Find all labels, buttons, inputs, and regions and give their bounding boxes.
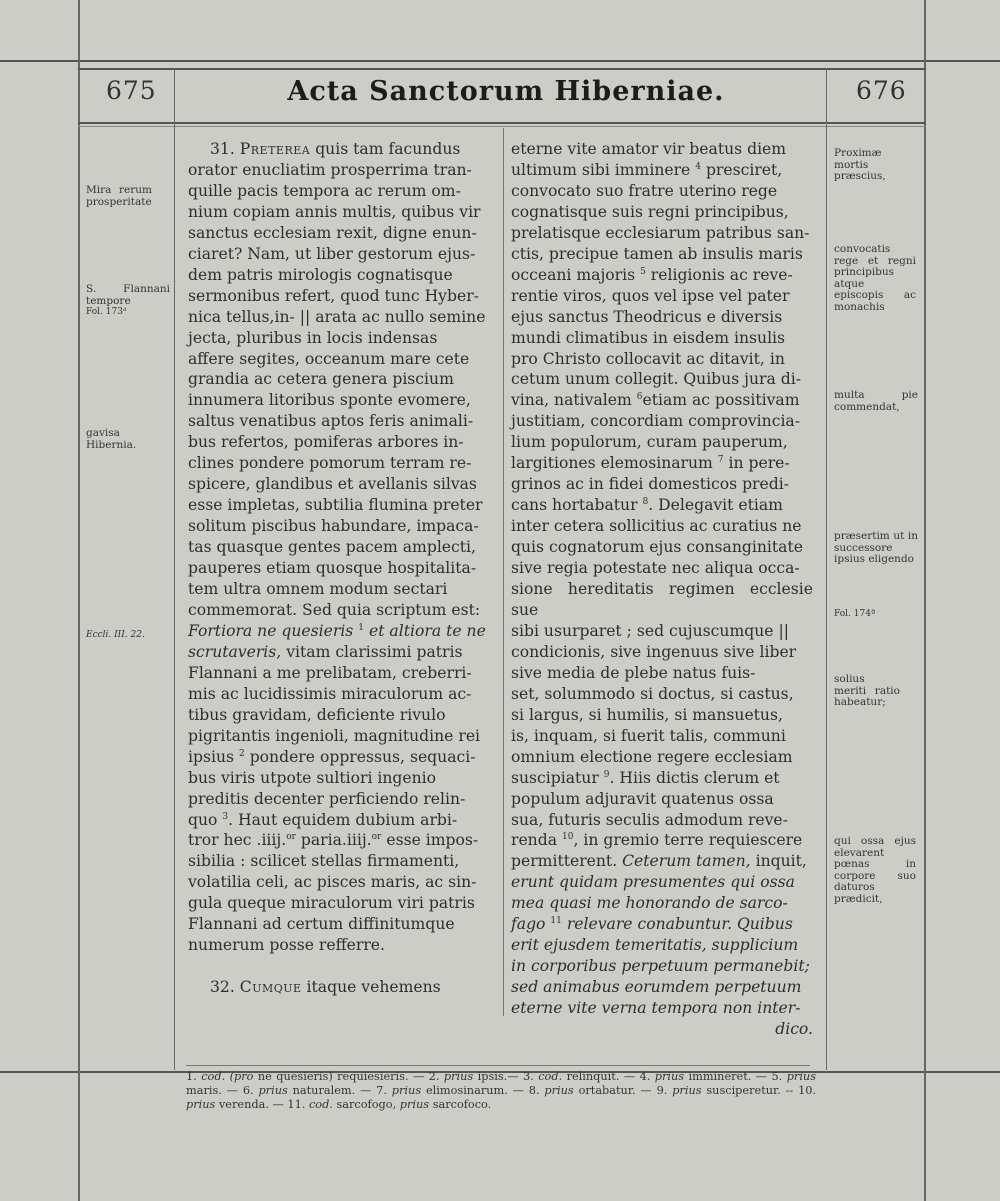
text-line bbox=[188, 830, 494, 851]
footnote-text: ne quesieris) requiesieris. — bbox=[257, 1070, 425, 1083]
text-line: omnium electione regere ecclesiam bbox=[511, 747, 793, 766]
text-line: set, solummodo si doctus, si castus, bbox=[511, 684, 794, 703]
footnote-abbr: cod. bbox=[308, 1098, 333, 1111]
text-line: jecta, pluribus in locis indensas bbox=[188, 328, 438, 347]
text-fragment: tror hec .iiij. bbox=[188, 831, 287, 850]
document-page bbox=[78, 64, 926, 1111]
text-fragment: vitam clarissimi patris bbox=[286, 642, 463, 661]
footnote-number: 2. bbox=[428, 1070, 440, 1083]
footnote-text: sarcofoco. bbox=[432, 1098, 492, 1111]
left-margin-rule bbox=[174, 68, 175, 1070]
text-line: grinos ac in fidei domesticos predi- bbox=[511, 475, 789, 494]
footnote-ref-2: 2 bbox=[238, 748, 245, 759]
text-line: commemorat. Sed quia scriptum est: bbox=[188, 600, 481, 619]
footnote-abbr: prius bbox=[544, 1084, 574, 1097]
gloss-right-1: Proximæ mortis præscius, bbox=[834, 147, 886, 182]
footnote-number: 8. bbox=[528, 1084, 540, 1097]
header-top-rule bbox=[78, 68, 926, 70]
text-fragment: suscipiatur bbox=[511, 768, 599, 787]
footnote-abbr: prius bbox=[672, 1084, 702, 1097]
text-fragment: ultimum sibi imminere bbox=[511, 160, 691, 179]
footnote-text: naturalem. — bbox=[292, 1084, 372, 1097]
quote-italic: dico. bbox=[775, 1020, 813, 1039]
page-number-left: 675 bbox=[106, 76, 157, 105]
footnote-ref-4: 4 bbox=[695, 161, 701, 172]
header-bottom-rule bbox=[78, 122, 926, 124]
right-margin-rule bbox=[826, 68, 827, 1070]
text-line: tibus gravidam, deficiente rivulo bbox=[188, 705, 446, 724]
text-line: esse impletas, subtilia flumina preter bbox=[188, 496, 483, 515]
text-line: numerum posse refferre. bbox=[188, 936, 385, 955]
footnote-ref-6: 6 bbox=[636, 392, 643, 403]
text-line: quis tam facundus bbox=[315, 140, 461, 158]
text-line: Flannani ad certum diffinitumque bbox=[188, 915, 455, 934]
text-line: sanctus ecclesiam rexit, digne enun- bbox=[188, 223, 477, 242]
text-line bbox=[511, 956, 813, 977]
header-bottom-rule-thin bbox=[78, 126, 926, 127]
text-line: dem patris mirologis cognatisque bbox=[188, 265, 453, 284]
text-fragment: , in gremio terre requiescere bbox=[573, 831, 803, 850]
text-fragment: largitiones elemosinarum bbox=[511, 454, 713, 473]
text-line: sione hereditatis regimen ecclesie sue bbox=[511, 580, 813, 619]
text-line: bus refertos, pomiferas arbores in- bbox=[188, 433, 464, 452]
text-line: ciaret? Nam, ut liber gestorum ejus- bbox=[188, 244, 476, 263]
text-fragment: vina, nativalem bbox=[511, 391, 632, 410]
text-line: inter cetera sollicitius ac curatius ne bbox=[511, 517, 802, 536]
text-line: gula queque miraculorum viri patris bbox=[188, 894, 475, 913]
text-line bbox=[188, 642, 494, 663]
footnote-ref-10: 10 bbox=[561, 832, 574, 843]
quote-italic: relevare conabuntur. Quibus bbox=[566, 915, 793, 934]
text-fragment: . Haut equidem dubium arbi- bbox=[228, 810, 458, 829]
text-line: mundi climatibus in eisdem insulis bbox=[511, 328, 786, 347]
gloss-right-3: multa pie commendat, bbox=[834, 389, 918, 413]
text-column-1 bbox=[188, 139, 494, 998]
quote-italic: et altiora te ne bbox=[368, 621, 486, 640]
gloss-right-6: solius meriti ratio habeatur; bbox=[834, 673, 900, 708]
footnote-abbr: prius bbox=[391, 1084, 422, 1097]
footnote-number: 9. bbox=[656, 1084, 668, 1097]
text-line: condicionis, sive ingenuus sive liber bbox=[511, 642, 797, 661]
paragraph-32-start bbox=[188, 977, 494, 998]
gloss-left-1: Mira rerum prosperitate bbox=[86, 184, 152, 208]
text-line: saltus venatibus aptos feris animali- bbox=[188, 412, 474, 431]
text-line: mis ac lucidissimis miraculorum ac- bbox=[188, 684, 472, 703]
footnote-abbr: prius bbox=[186, 1098, 216, 1111]
text-line: nica tellus,in- || arata ac nullo semine bbox=[188, 307, 486, 326]
footnote-ref-9: 9 bbox=[603, 769, 610, 780]
text-fragment: presciret, bbox=[705, 160, 783, 179]
text-fragment: ipsius bbox=[188, 747, 235, 766]
text-line bbox=[511, 768, 813, 789]
text-line: lium populorum, curam pauperum, bbox=[511, 433, 788, 452]
text-line: quille pacis tempora ac rerum om- bbox=[188, 181, 461, 200]
quote-italic: in corporibus perpetuum permanebit; bbox=[511, 957, 810, 976]
text-line: orator enucliatim prosperrima tran- bbox=[188, 160, 472, 179]
quote-italic: erunt quidam presumentes qui ossa bbox=[511, 873, 795, 892]
paragraph-31-start bbox=[188, 139, 494, 160]
paragraph-number: 32. bbox=[210, 978, 235, 997]
text-fragment: renda bbox=[511, 831, 558, 850]
text-line: tas quasque gentes pacem amplecti, bbox=[188, 538, 476, 557]
footnote-abbr: (pro bbox=[229, 1070, 254, 1083]
quote-italic: scrutaveris, bbox=[188, 642, 282, 661]
text-line: pro Christo collocavit ac ditavit, in bbox=[511, 349, 785, 368]
text-line bbox=[511, 977, 813, 998]
footnote-text: susciperetur. -- bbox=[706, 1084, 794, 1097]
text-line: is, inquam, si fuerit talis, communi bbox=[511, 726, 786, 745]
text-line: nium copiam annis multis, quibus vir bbox=[188, 202, 481, 221]
footnote-text: ipsis.— bbox=[477, 1070, 519, 1083]
text-line: tem ultra omnem modum sectari bbox=[188, 580, 448, 599]
footnote-abbr: prius bbox=[443, 1070, 474, 1083]
text-line: pauperes etiam quosque hospitalita- bbox=[188, 559, 477, 578]
text-line bbox=[511, 265, 813, 286]
paragraph-lead-word: Preterea bbox=[239, 140, 311, 158]
text-fragment: paria.iiij. bbox=[300, 831, 372, 850]
text-line bbox=[511, 872, 813, 893]
paragraph-number: 31. bbox=[210, 140, 235, 158]
text-line: populum adjuravit quatenus ossa bbox=[511, 789, 774, 808]
footnote-rule bbox=[186, 1065, 810, 1066]
footnote-ref-11: 11 bbox=[550, 916, 562, 927]
text-line bbox=[511, 160, 813, 181]
gloss-left-2: S. Flannani tempore bbox=[86, 283, 170, 307]
footnote-text: maris. — bbox=[186, 1084, 238, 1097]
text-line bbox=[188, 747, 494, 768]
text-line: solitum piscibus habundare, impaca- bbox=[188, 517, 479, 536]
text-fragment: permitterent. bbox=[511, 852, 618, 871]
text-fragment: in pere- bbox=[728, 454, 790, 473]
text-fragment: pondere oppressus, sequaci- bbox=[249, 747, 476, 766]
text-fragment: quo bbox=[188, 810, 218, 829]
quote-italic: eterne vite verna tempora non inter- bbox=[511, 999, 801, 1018]
footnote-text: verenda. — bbox=[218, 1098, 284, 1111]
frame-top-line bbox=[0, 60, 1000, 62]
text-line bbox=[188, 621, 494, 642]
text-line: pigritantis ingenioli, magnitudine rei bbox=[188, 726, 481, 745]
text-fragment: . Delegavit etiam bbox=[648, 496, 783, 515]
text-line bbox=[511, 851, 813, 872]
text-line: rentie viros, quos vel ipse vel pater bbox=[511, 286, 790, 305]
text-fragment: itaque vehemens bbox=[306, 978, 441, 997]
text-line: sibi usurparet ; sed cujuscumque || bbox=[511, 621, 789, 640]
text-line: spicere, glandibus et avellanis silvas bbox=[188, 475, 477, 494]
quote-italic: fago bbox=[511, 915, 546, 934]
footnote-number: 1. bbox=[186, 1070, 197, 1083]
footnote-ref-3: 3 bbox=[222, 811, 229, 822]
footnote-text: elimosinarum. — bbox=[425, 1084, 524, 1097]
footnote-number: 10. bbox=[798, 1084, 817, 1097]
text-fragment: esse impos- bbox=[386, 831, 479, 850]
superscript: or bbox=[371, 832, 382, 843]
text-line: cetum unum collegit. Quibus jura di- bbox=[511, 370, 801, 389]
gloss-right-2: convocatis rege et regni principibus atque episcopis ac monachis bbox=[834, 243, 916, 313]
quote-italic: Fortiora ne quesieris bbox=[188, 621, 354, 640]
footnote-number: 11. bbox=[287, 1098, 306, 1111]
text-line: sive media de plebe natus fuis- bbox=[511, 663, 756, 682]
gloss-left-5: Eccli. III. 22. bbox=[86, 630, 145, 640]
quote-italic: sed animabus eorumdem perpetuum bbox=[511, 978, 802, 997]
text-line: sibilia : scilicet stellas firmamenti, bbox=[188, 852, 460, 871]
column-divider bbox=[503, 128, 504, 1016]
page-number-right: 676 bbox=[856, 76, 907, 105]
footnote-number: 5. bbox=[771, 1070, 783, 1083]
footnote-ref-8: 8 bbox=[642, 497, 649, 508]
superscript: or bbox=[286, 832, 296, 843]
text-line: clines pondere pomorum terram re- bbox=[188, 454, 472, 473]
text-line bbox=[511, 453, 813, 474]
footnote-abbr: prius bbox=[399, 1098, 430, 1111]
text-line: eterne vite amator vir beatus diem bbox=[511, 140, 787, 158]
text-line bbox=[511, 495, 813, 516]
text-line: ejus sanctus Theodricus e diversis bbox=[511, 307, 783, 326]
text-line: sua, futuris seculis admodum reve- bbox=[511, 810, 788, 829]
footnote-text: ortabatur. — bbox=[578, 1084, 652, 1097]
quote-italic: Ceterum tamen, bbox=[622, 852, 751, 871]
text-line bbox=[511, 998, 813, 1019]
footnote-number: 4. bbox=[639, 1070, 651, 1083]
gloss-right-7: qui ossa ejus elevarent pœnas in corpore suo daturos prædicit, bbox=[834, 835, 916, 905]
footnote-text: immineret. — bbox=[688, 1070, 768, 1083]
text-line bbox=[511, 935, 813, 956]
text-line bbox=[511, 830, 813, 851]
footnotes bbox=[186, 1070, 816, 1112]
text-line: preditis decenter perficiendo relin- bbox=[188, 789, 466, 808]
footnote-abbr: cod. bbox=[201, 1070, 226, 1083]
text-line: convocato suo fratre uterino rege bbox=[511, 181, 778, 200]
text-line bbox=[511, 893, 813, 914]
text-line: justitiam, concordiam comprovincia- bbox=[511, 412, 800, 431]
gloss-right-4: præsertim ut in successore ipsius eligendo bbox=[834, 530, 918, 565]
text-line bbox=[188, 810, 494, 831]
quote-italic: mea quasi me honorando de sarco- bbox=[511, 894, 788, 913]
text-line: Flannani a me prelibatam, creberri- bbox=[188, 663, 472, 682]
text-line bbox=[511, 1019, 813, 1040]
text-line: innumera litoribus sponte evomere, bbox=[188, 391, 471, 410]
text-fragment: inquit, bbox=[755, 852, 807, 871]
text-line: volatilia celi, ac pisces maris, ac sin- bbox=[188, 873, 477, 892]
text-line: sermonibus refert, quod tunc Hyber- bbox=[188, 286, 479, 305]
text-line: bus viris utpote sultiori ingenio bbox=[188, 768, 437, 787]
text-fragment: . Hiis dictis clerum et bbox=[609, 768, 780, 787]
page-title: Acta Sanctorum Hiberniae. bbox=[287, 76, 725, 107]
footnote-ref-1: 1 bbox=[358, 622, 365, 633]
footnote-number: 6. bbox=[242, 1084, 254, 1097]
text-line bbox=[511, 914, 813, 935]
gloss-right-5: Fol. 174ª bbox=[834, 609, 876, 619]
text-line: sive regia potestate nec aliqua occa- bbox=[511, 559, 800, 578]
gloss-left-3: Fol. 173ᵈ bbox=[86, 307, 127, 317]
text-column-2 bbox=[511, 139, 813, 1040]
footnote-ref-7: 7 bbox=[717, 455, 724, 466]
text-line: affere segites, occeanum mare cete bbox=[188, 349, 470, 368]
text-line: ctis, precipue tamen ab insulis maris bbox=[511, 244, 803, 263]
footnote-ref-5: 5 bbox=[640, 266, 646, 277]
footnote-abbr: prius bbox=[654, 1070, 685, 1083]
text-line: prelatisque ecclesiarum patribus san- bbox=[511, 223, 810, 242]
footnote-number: 7. bbox=[376, 1084, 387, 1097]
footnote-abbr: cod. bbox=[538, 1070, 563, 1083]
text-fragment: cans hortabatur bbox=[511, 496, 638, 515]
paragraph-lead-word: Cumque bbox=[239, 978, 302, 997]
footnote-text: relinquit. — bbox=[566, 1070, 636, 1083]
gloss-left-4: gavisa Hibernia. bbox=[86, 427, 137, 451]
footnote-number: 3. bbox=[523, 1070, 534, 1083]
footnote-abbr: prius bbox=[786, 1070, 817, 1083]
footnote-abbr: prius bbox=[258, 1084, 288, 1097]
footnote-text: sarcofogo, bbox=[336, 1098, 397, 1111]
text-fragment: religionis ac reve- bbox=[650, 265, 793, 284]
text-line: grandia ac cetera genera piscium bbox=[188, 370, 454, 389]
quote-italic: erit ejusdem temeritatis, supplicium bbox=[511, 936, 799, 955]
text-fragment: occeani majoris bbox=[511, 265, 636, 284]
text-line: si largus, si humilis, si mansuetus, bbox=[511, 705, 783, 724]
text-line bbox=[511, 390, 813, 411]
text-line: cognatisque suis regni principibus, bbox=[511, 202, 789, 221]
text-fragment: etiam ac possitivam bbox=[642, 391, 800, 410]
text-line: quis cognatorum ejus consanginitate bbox=[511, 538, 803, 557]
